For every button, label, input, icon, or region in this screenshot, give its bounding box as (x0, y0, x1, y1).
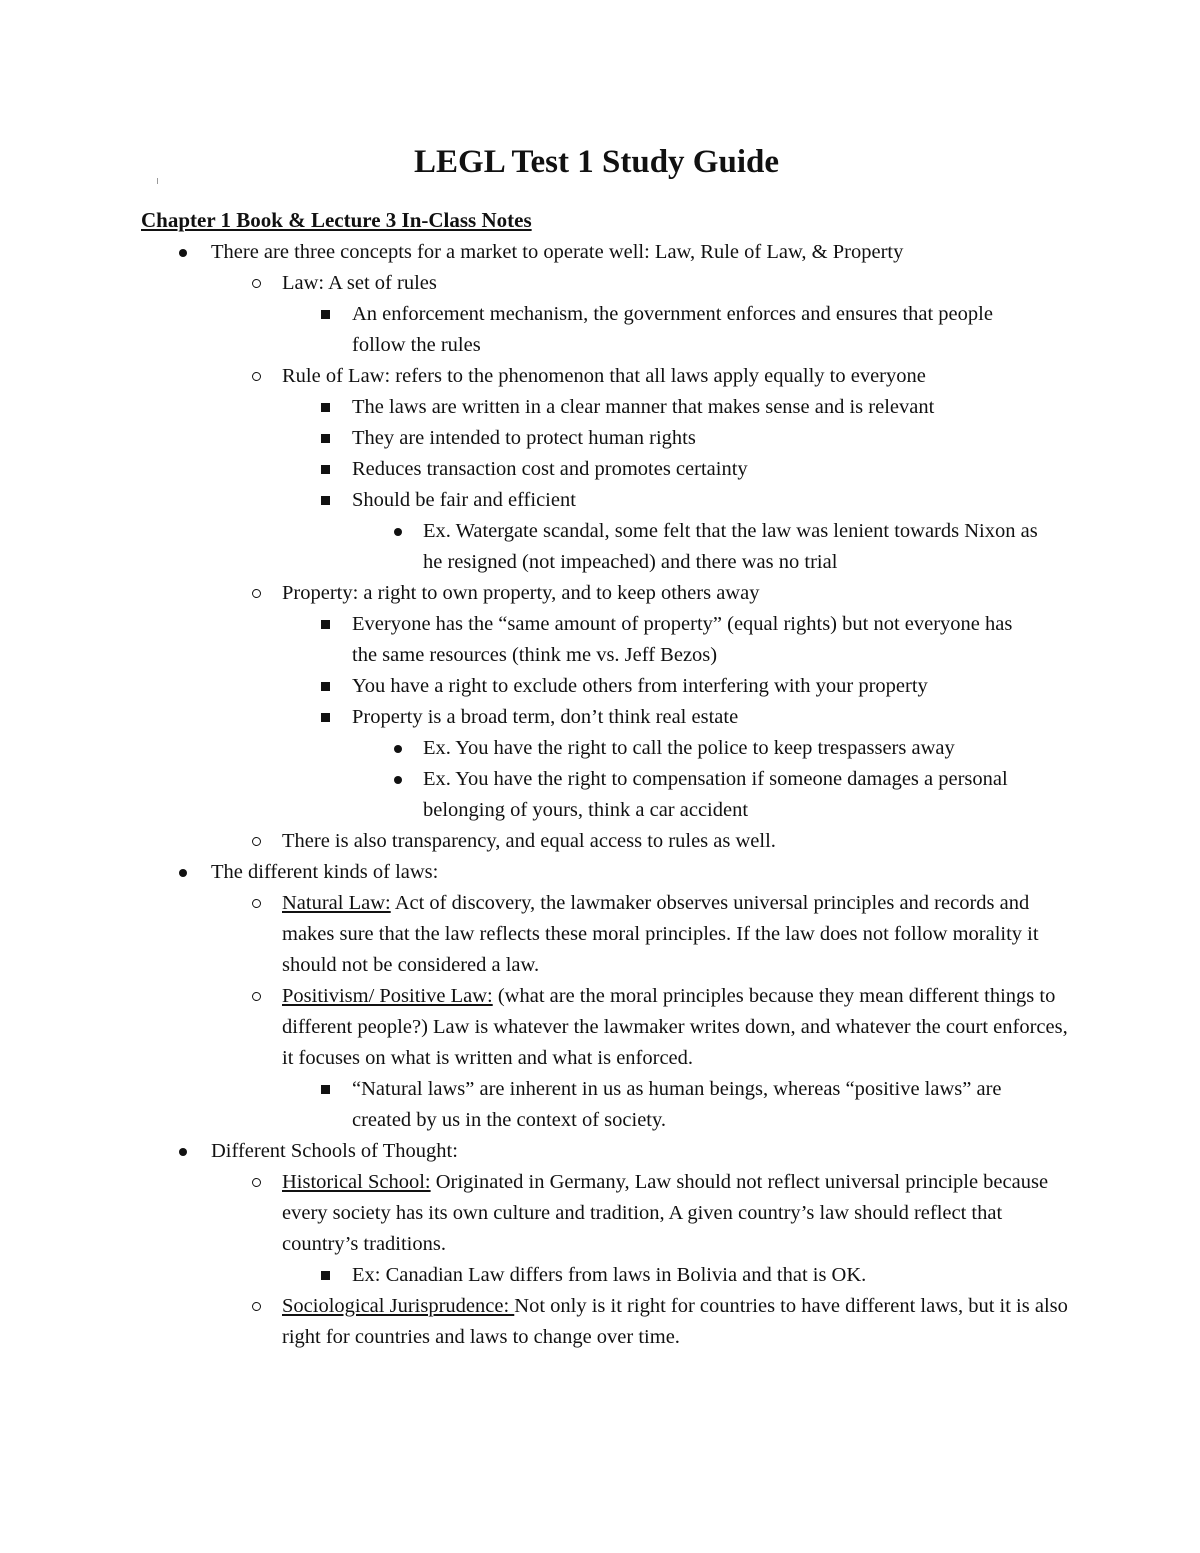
hollow-bullet-icon (248, 826, 264, 857)
hollow-bullet-icon (248, 268, 264, 299)
list-item (0, 764, 1050, 826)
list-item (0, 1291, 1070, 1353)
list-item (0, 888, 1070, 981)
list-item (0, 826, 1070, 857)
item-text: The laws are written in a clear manner that makes sense and is relevant (352, 396, 935, 418)
list-item (0, 671, 1040, 702)
hollow-bullet-icon (248, 1167, 264, 1198)
item-text: Originated in Germany, Law should not reflect universal principle because every society has its own culture and tradition, A given country’s law should reflect that country’s traditions. (282, 1171, 1049, 1255)
section-heading: Chapter 1 Book & Lecture 3 In-Class Notes (141, 208, 532, 232)
item-text: Not only is it right for countries to have different laws, but it is also right for countries and laws to change over time. (282, 1295, 1068, 1348)
hollow-bullet-icon (248, 578, 264, 609)
hollow-bullet-icon (248, 361, 264, 392)
item-text: Different Schools of Thought: (211, 1140, 458, 1162)
document-title: LEGL Test 1 Study Guide (414, 144, 779, 180)
list-item (0, 392, 1040, 423)
item-text: They are intended to protect human rights (352, 427, 696, 449)
item-term: Historical School: (282, 1171, 431, 1193)
filled-bullet-icon (390, 516, 406, 547)
item-text: Property: a right to own property, and to keep others away (282, 582, 760, 604)
list-item (0, 1167, 1070, 1260)
item-text: Ex. You have the right to call the police to keep trespassers away (423, 737, 955, 759)
item-text: Rule of Law: refers to the phenomenon that all laws apply equally to everyone (282, 365, 926, 387)
item-text: Act of discovery, the lawmaker observes universal principles and records and makes sure that the law reflects these moral principles. If the law does not follow morality it should not be considered a law. (282, 892, 1039, 976)
item-text: An enforcement mechanism, the government enforces and ensures that people follow the rules (352, 303, 993, 356)
list-item (0, 1260, 1040, 1291)
stray-mark (157, 178, 158, 184)
hollow-bullet-icon (248, 1291, 264, 1322)
list-item (0, 857, 1070, 888)
list-item (0, 1136, 1070, 1167)
list-item (0, 423, 1040, 454)
list-item (0, 1074, 1040, 1136)
item-text: You have a right to exclude others from interfering with your property (352, 675, 928, 697)
square-bullet-icon (317, 392, 333, 423)
item-text: There is also transparency, and equal access to rules as well. (282, 830, 776, 852)
list-item (0, 454, 1040, 485)
item-text: Should be fair and efficient (352, 489, 576, 511)
item-text: (what are the moral principles because they mean different things to different people?) Law is whatever the lawmaker writes down, and whatever the court enforces, it focuses on what is written and what is enforced. (282, 985, 1068, 1069)
filled-bullet-icon (390, 764, 406, 795)
item-text: Property is a broad term, don’t think real estate (352, 706, 739, 728)
bullet-outline (0, 237, 1200, 1353)
square-bullet-icon (317, 454, 333, 485)
hollow-bullet-icon (248, 981, 264, 1012)
item-term: Positivism/ Positive Law: (282, 985, 493, 1007)
list-item (0, 609, 1040, 671)
item-text: There are three concepts for a market to operate well: Law, Rule of Law, & Property (211, 241, 904, 263)
item-text: Ex. Watergate scandal, some felt that the law was lenient towards Nixon as he resigned (not impeached) and there was no trial (423, 520, 1038, 573)
item-text: The different kinds of laws: (211, 861, 439, 883)
square-bullet-icon (317, 485, 333, 516)
square-bullet-icon (317, 609, 333, 640)
item-text: Ex: Canadian Law differs from laws in Bolivia and that is OK. (352, 1264, 867, 1286)
square-bullet-icon (317, 423, 333, 454)
list-item (0, 981, 1070, 1074)
item-term: Natural Law: (282, 892, 391, 914)
filled-bullet-icon (175, 857, 191, 888)
list-item (0, 361, 1070, 392)
item-term: Sociological Jurisprudence: (282, 1295, 515, 1317)
item-text: Law: A set of rules (282, 272, 437, 294)
list-item (0, 733, 1050, 764)
square-bullet-icon (317, 671, 333, 702)
filled-bullet-icon (390, 733, 406, 764)
list-item (0, 485, 1040, 516)
square-bullet-icon (317, 1260, 333, 1291)
list-item (0, 702, 1040, 733)
item-text: Everyone has the “same amount of property” (equal rights) but not everyone has the same resources (think me vs. Jeff Bezos) (352, 613, 1013, 666)
list-item (0, 268, 1070, 299)
item-text: “Natural laws” are inherent in us as human beings, whereas “positive laws” are created by us in the context of society. (352, 1078, 1002, 1131)
list-item (0, 299, 1040, 361)
list-item (0, 237, 1070, 268)
square-bullet-icon (317, 1074, 333, 1105)
list-item (0, 516, 1050, 578)
square-bullet-icon (317, 299, 333, 330)
square-bullet-icon (317, 702, 333, 733)
filled-bullet-icon (175, 1136, 191, 1167)
item-text: Ex. You have the right to compensation if someone damages a personal belonging of yours, think a car accident (423, 768, 1008, 821)
hollow-bullet-icon (248, 888, 264, 919)
filled-bullet-icon (175, 237, 191, 268)
item-text: Reduces transaction cost and promotes certainty (352, 458, 748, 480)
list-item (0, 578, 1070, 609)
